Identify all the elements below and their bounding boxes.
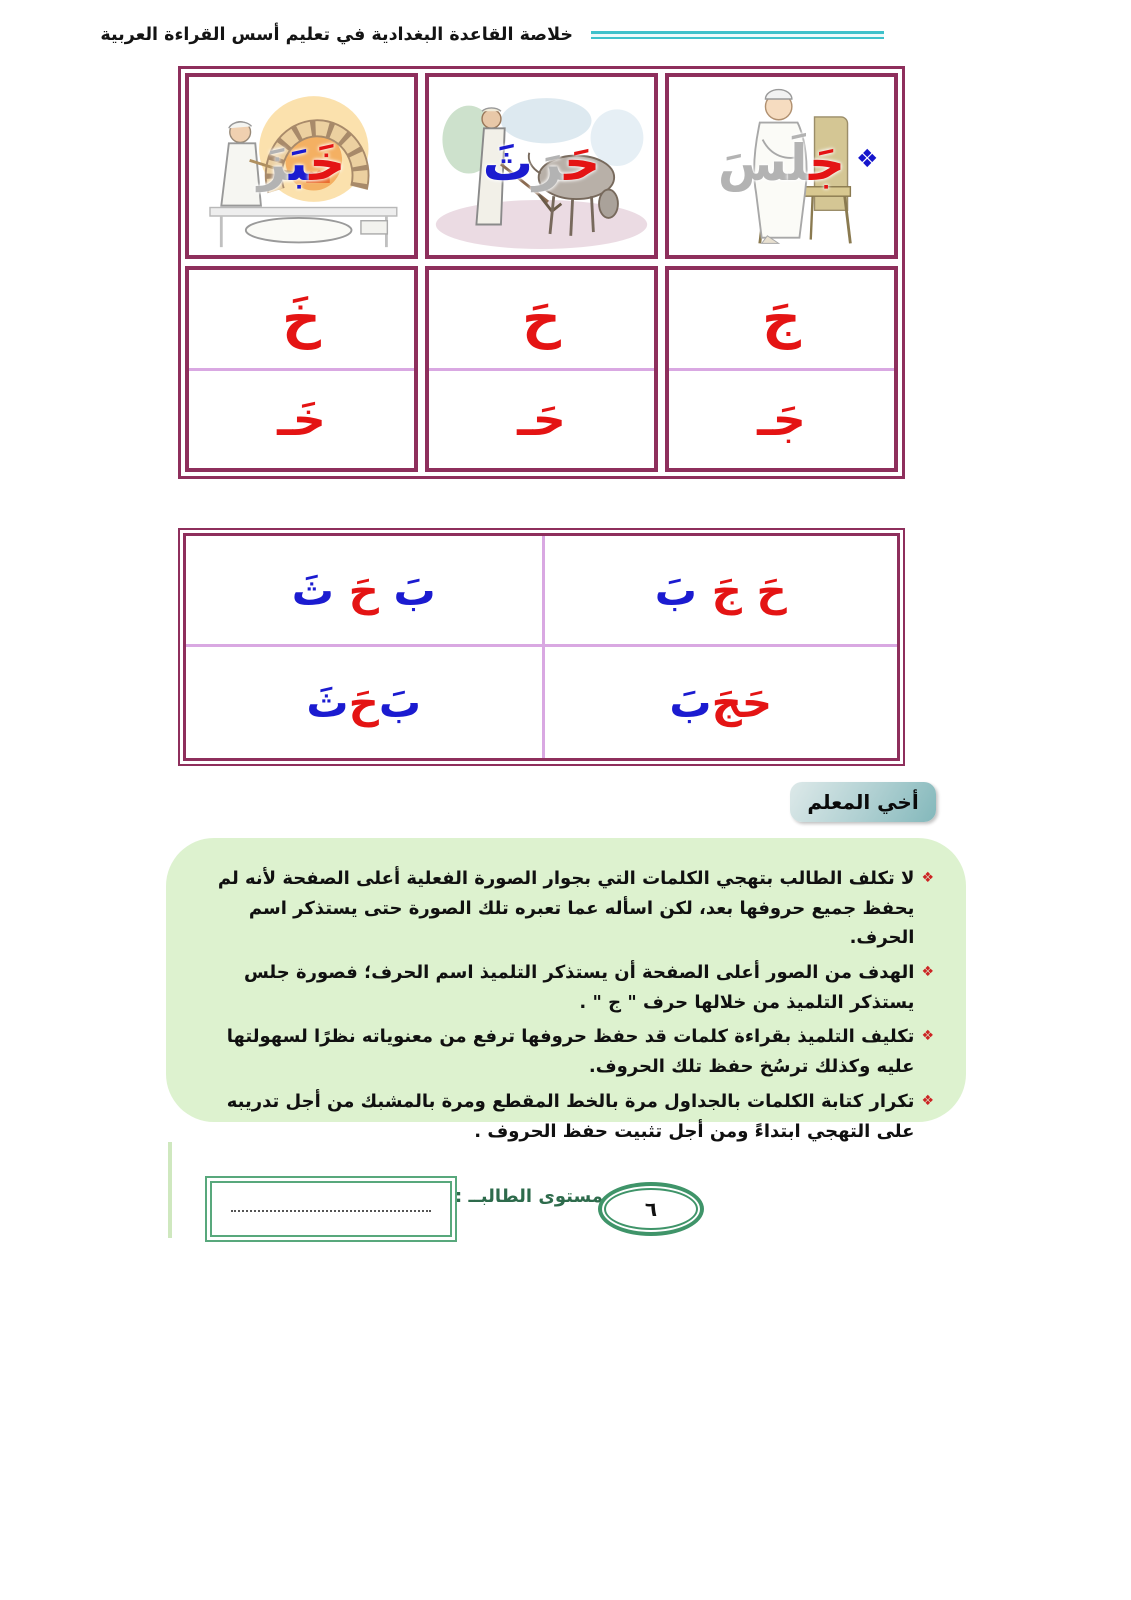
word-part: بَ [669,678,712,727]
note-bullet [196,1087,934,1146]
connected-letter-jeem: جَـ [757,392,806,447]
student-level-label: مستوى الطالبــ : [455,1186,603,1207]
word-part: سَ [717,134,789,192]
page-header [100,18,884,52]
word-cell-spelled-bahatha [186,536,542,647]
word-part: حَ جَ [696,565,787,615]
picture-word-haratha [429,134,654,192]
word-part: رَ [533,134,565,192]
word-part: بَ [654,565,697,615]
page-number: ٦ [604,1188,698,1230]
teacher-note-bullets [196,864,934,1146]
connected-letter-hha: حَـ [517,392,566,447]
isolated-letter-hha: حَ [429,270,654,371]
word-part: حَ [334,565,379,615]
picture-cell-khabaza [185,73,418,259]
word-cell-spelled-hajaba [542,536,898,647]
word-part: جَ [809,134,846,192]
word-cell-joined-hajaba [542,647,898,758]
teacher-note-box [166,838,966,1142]
letter-table-grid [185,73,898,472]
student-level-box [205,1176,457,1242]
teacher-note-badge: أخي المعلم [790,782,936,822]
note-bullet-text: تكرار كتابة الكلمات بالجداول مرة بالخط المقطع ومرة بالمشبك من أجل تدريبه على التهجي ابتداءً ومن أجل تثبيت حفظ الحروف . [226,1090,915,1142]
isolated-letter-jeem: جَ [669,270,894,371]
word-part: خَ [309,134,346,192]
picture-cell-haratha [425,73,658,259]
word-part: زَ [257,134,289,192]
letter-cell-kha [185,266,418,472]
word-table [178,528,905,766]
letter-table [178,66,905,479]
student-level-write-line [231,1210,431,1212]
red-diamond-bullet-icon: ❖ [921,964,934,981]
note-bullet-text: تكليف التلميذ بقراءة كلمات قد حفظ حروفها ترفع من معنوياته نظرًا لسهولتها عليه وكذلك ترسُخ حفظ تلك الحروف. [226,1026,915,1078]
word-part: بَ [288,134,310,192]
word-part: حَ [348,678,379,727]
letter-cell-hha [425,266,658,472]
word-part: لَ [788,134,810,192]
note-bullet [196,864,934,953]
word-part: ثَ [306,678,349,727]
letter-cell-jeem [665,266,898,472]
page-edge-stripe [168,1142,172,1238]
student-level-box-inner [210,1181,452,1237]
word-table-inner-border [183,533,900,761]
word-table-grid [186,536,897,758]
word-part: ثَ [291,565,334,615]
word-part: ثَ [482,134,534,192]
page-number-oval [598,1182,704,1236]
blue-diamond-icon: ❖ [856,144,879,173]
note-bullet-text: الهدف من الصور أعلى الصفحة أن يستذكر التلميذ اسم الحرف؛ فصورة جلس يستذكر التلميذ من خلالها حرف " ج " . [243,962,915,1013]
page-title: خلاصة القاعدة البغدادية في تعليم أسس القراءة العربية [100,25,573,45]
word-part: حَجَ [711,678,773,727]
red-diamond-bullet-icon: ❖ [921,870,934,886]
note-bullet [196,1022,934,1081]
note-bullet [196,958,934,1017]
word-part: بَ [378,565,436,615]
word-part: حَ [564,134,601,192]
picture-word-khabaza [189,134,414,192]
header-rule-line [591,31,884,39]
isolated-letter-kha: خَ [189,270,414,371]
word-cell-joined-bahatha [186,647,542,758]
note-bullet-text: لا تكلف الطالب بتهجي الكلمات التي بجوار الصورة الفعلية أعلى الصفحة لأنه لم يحفظ جميع حروفها بعد، لكن اسأله عما تعبره تلك الصورة حتى يستذكر اسم الحرف. [217,868,915,949]
red-diamond-bullet-icon: ❖ [921,1028,934,1045]
word-part: بَ [378,678,422,727]
red-diamond-bullet-icon: ❖ [921,1092,934,1109]
connected-letter-kha: خَـ [277,392,326,447]
